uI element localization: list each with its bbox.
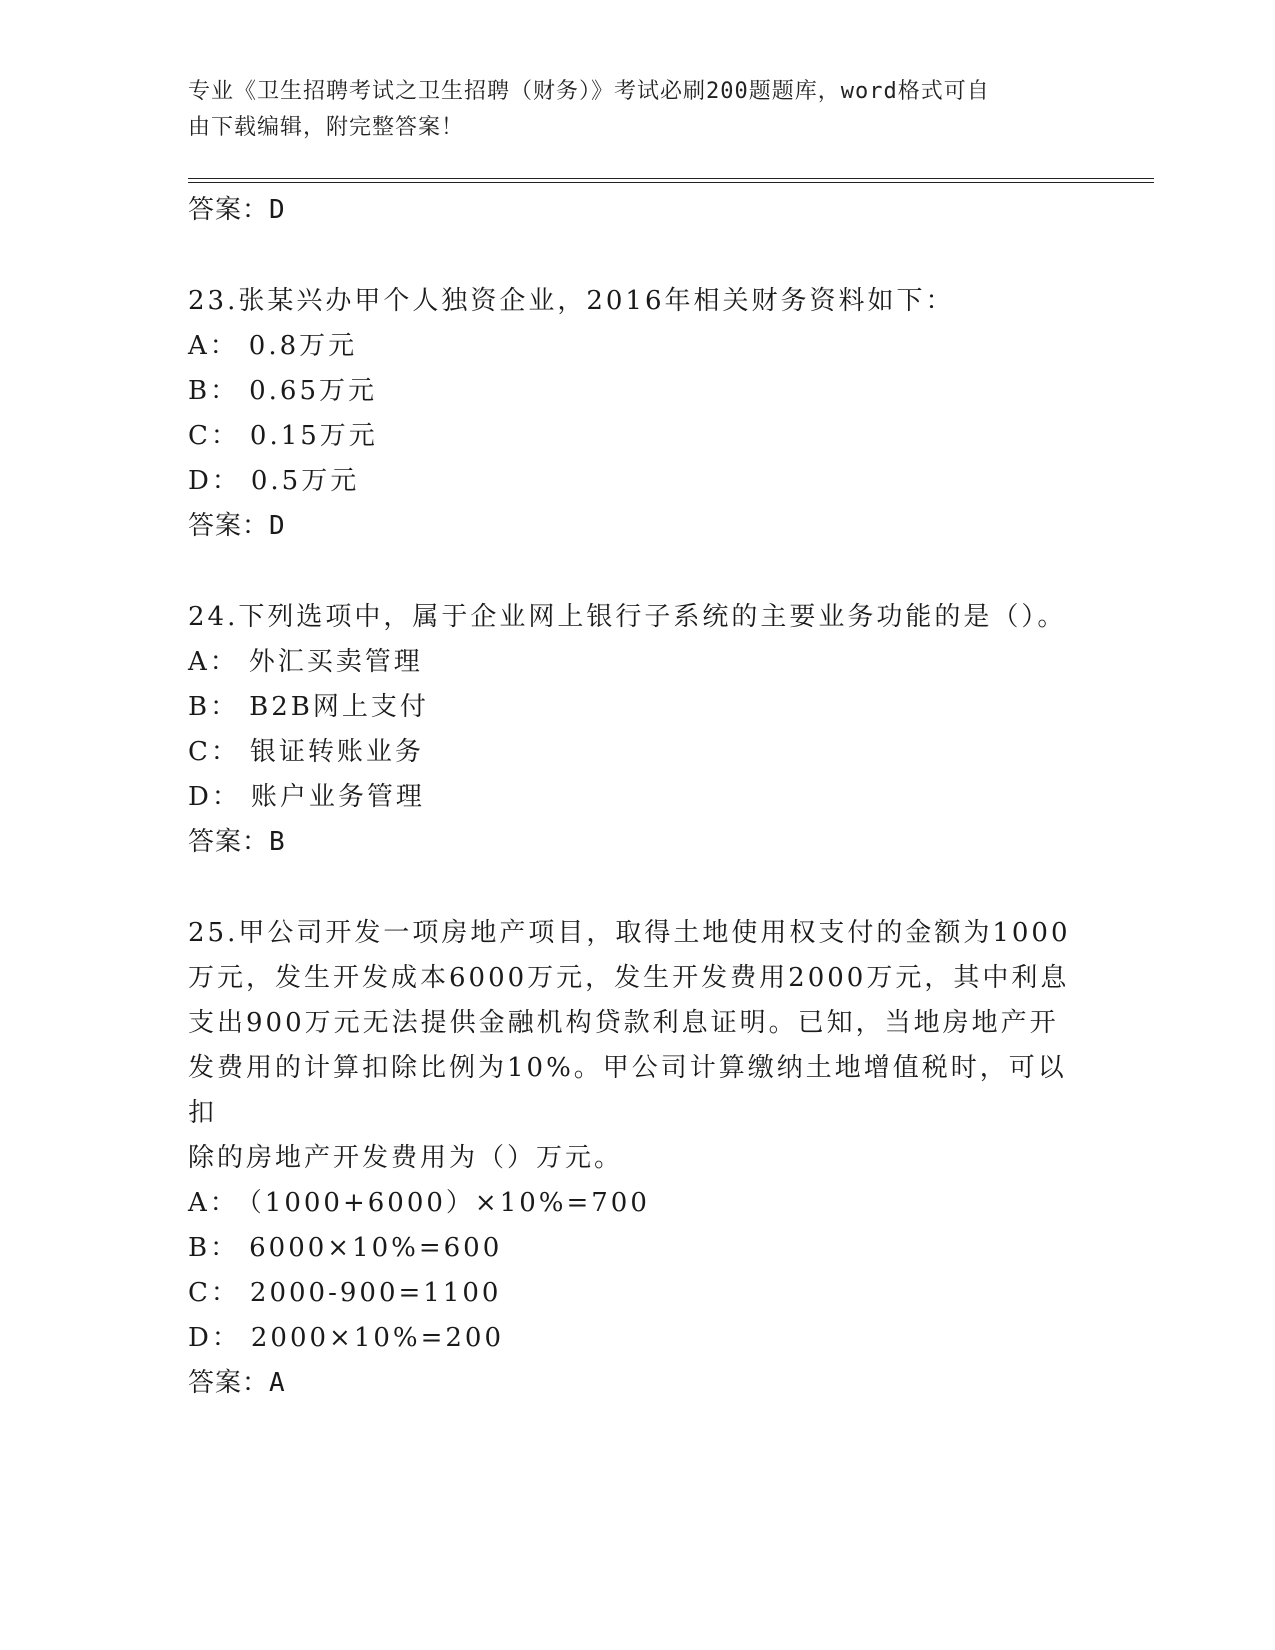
option-text: 0.5万元 [250, 466, 360, 496]
option-d [188, 459, 1088, 504]
document-header [188, 74, 1068, 146]
answer-value: D [269, 511, 286, 541]
option-key: A： [188, 647, 239, 677]
question-stem-line-5: 除的房地产开发费用为（）万元。 [188, 1143, 624, 1173]
option-text: 6000×10%=600 [249, 1233, 503, 1263]
answer-line [188, 1361, 1088, 1406]
question-24 [188, 595, 1088, 865]
option-text: 银证转账业务 [249, 737, 424, 767]
answer-value: B [269, 827, 286, 857]
option-key: D： [188, 466, 241, 496]
header-divider-top [188, 178, 1154, 179]
answer-label: 答案： [188, 511, 270, 541]
option-text: 外汇买卖管理 [248, 647, 423, 677]
option-text: 2000×10%=200 [250, 1323, 505, 1353]
question-stem-line-3: 支出900万元无法提供金融机构贷款利息证明。已知，当地房地产开 [188, 1008, 1059, 1038]
option-text: （1000+6000）×10%=700 [248, 1188, 650, 1218]
option-key: C： [188, 737, 240, 767]
option-c [188, 730, 1088, 775]
question-23 [188, 279, 1088, 549]
option-text: 账户业务管理 [250, 782, 425, 812]
answer-label: 答案： [188, 827, 270, 857]
question-stem-line-2: 万元，发生开发成本6000万元，发生开发费用2000万元，其中利息 [188, 963, 1070, 993]
option-key: A： [188, 1188, 239, 1218]
option-a [188, 1181, 1088, 1226]
option-text: 0.65万元 [249, 376, 378, 406]
answer-value: D [269, 195, 286, 225]
spacer [188, 865, 1088, 911]
option-key: B： [188, 376, 240, 406]
prev-answer-line [188, 188, 1088, 233]
option-key: C： [188, 1278, 240, 1308]
header-divider-bottom [188, 182, 1154, 183]
spacer [188, 549, 1088, 595]
option-c [188, 414, 1088, 459]
option-a [188, 324, 1088, 369]
option-d [188, 775, 1088, 820]
option-a [188, 640, 1088, 685]
option-b [188, 685, 1088, 730]
option-c [188, 1271, 1088, 1316]
option-text: 0.8万元 [248, 331, 358, 361]
answer-label: 答案： [188, 1368, 270, 1398]
spacer [188, 233, 1088, 279]
option-b [188, 369, 1088, 414]
option-text: 0.15万元 [249, 421, 378, 451]
option-d [188, 1316, 1088, 1361]
option-text: B2B网上支付 [249, 692, 429, 722]
option-key: D： [188, 1323, 241, 1353]
header-line-2: 由下载编辑，附完整答案！ [188, 115, 465, 140]
document-body [188, 188, 1088, 1406]
answer-value: A [269, 1368, 286, 1398]
option-key: C： [188, 421, 240, 451]
answer-line [188, 820, 1088, 865]
option-key: B： [188, 692, 240, 722]
option-b [188, 1226, 1088, 1271]
option-key: D： [188, 782, 241, 812]
option-text: 2000-900=1100 [249, 1278, 502, 1308]
header-line-1: 专业《卫生招聘考试之卫生招聘（财务）》考试必刷200题题库，word格式可自 [188, 79, 990, 104]
question-stem-line-4: 发费用的计算扣除比例为10%。甲公司计算缴纳土地增值税时，可以扣 [188, 1053, 1067, 1128]
option-key: B： [188, 1233, 240, 1263]
question-stem-line-1: 25.甲公司开发一项房地产项目，取得土地使用权支付的金额为1000 [188, 918, 1071, 948]
answer-line [188, 504, 1088, 549]
option-key: A： [188, 331, 239, 361]
question-stem: 24.下列选项中，属于企业网上银行子系统的主要业务功能的是（）。 [188, 602, 1067, 632]
answer-label: 答案： [188, 195, 270, 225]
question-25 [188, 911, 1088, 1406]
question-stem: 23.张某兴办甲个人独资企业，2016年相关财务资料如下： [188, 286, 955, 316]
